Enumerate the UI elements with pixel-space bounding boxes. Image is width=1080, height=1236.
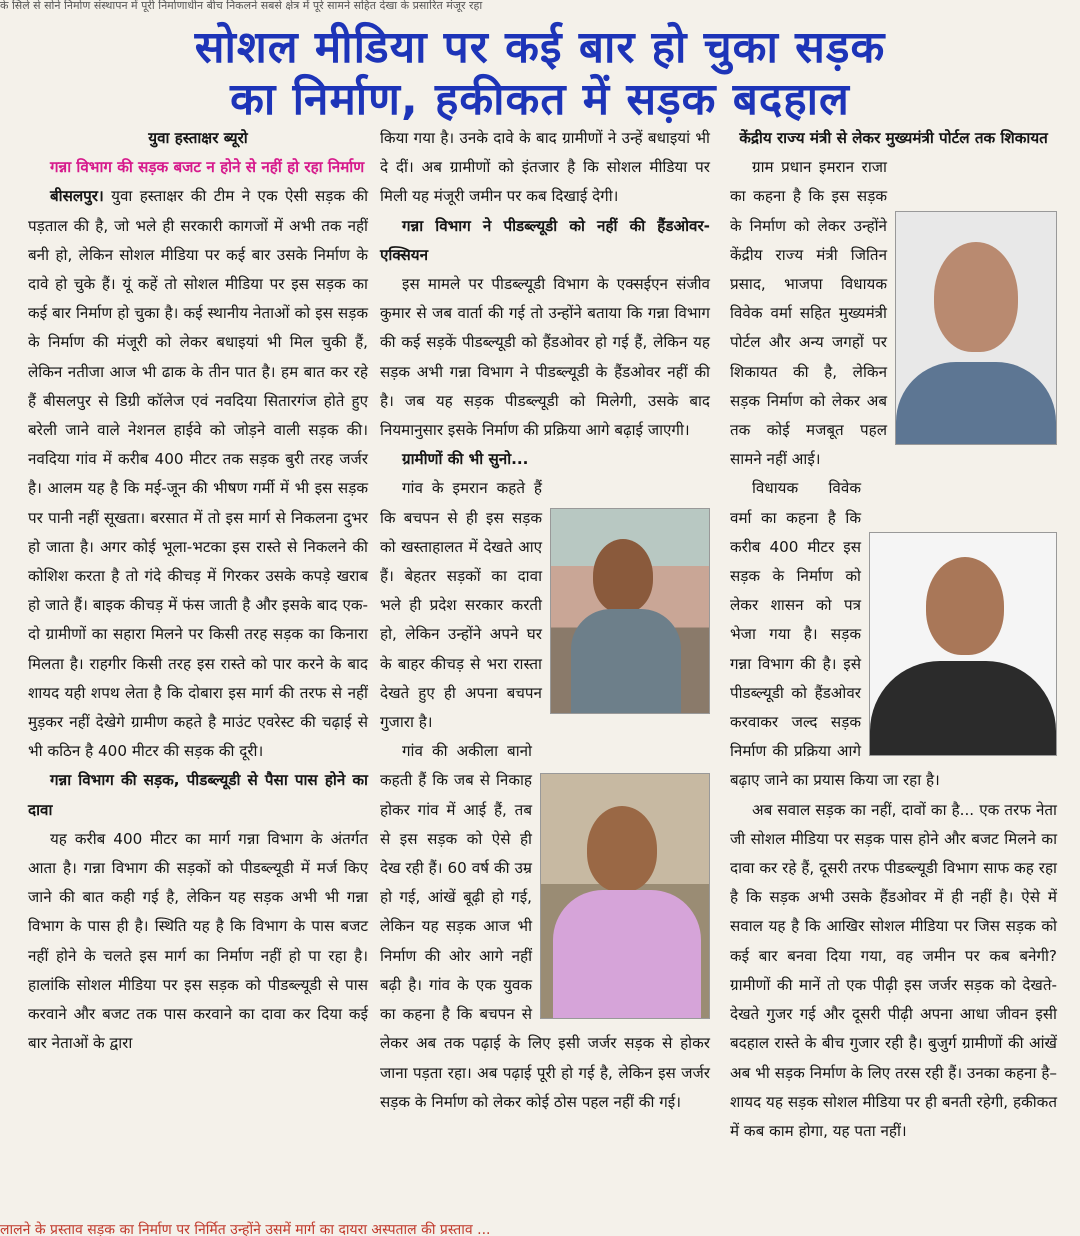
dateline: बीसलपुर।	[50, 187, 104, 206]
column-2	[380, 124, 710, 1117]
kicker-heading: गन्ना विभाग की सड़क बजट न होने से नहीं हो रहा निर्माण	[50, 158, 365, 177]
shirt-shape	[896, 362, 1056, 444]
headline-line-1: सोशल मीडिया पर कई बार हो चुका सड़क	[194, 22, 886, 73]
suit-shape	[870, 661, 1056, 756]
paragraph: अब सवाल सड़क का नहीं, दावों का है... एक तरफ नेता जी सोशल मीडिया पर सड़क पास होने और बजट मिलने का दावा कर रहे हैं, दूसरी तरफ पीडब्ल्यूडी विभाग साफ कह रहा है कि सड़क अभी उसके हैंडओवर में ही नहीं है। ऐसे में सवाल यह है कि आखिर सोशल मीडिया पर जिस सड़क को कई बार बनवा दिया गया, वह जमीन पर कब बनेगी? ग्रामीणों की मानें तो एक पीढ़ी इस जर्जर सड़क को देखते-देखते गुजर गई और दूसरी पीढ़ी अपना आधा जीवन इसी बदहाल रास्ते के बीच गुजार रही है। बुजुर्ग ग्रामीणों की आंखें अब भी सड़क निर्माण के लिए तरस रही हैं। उनका कहना है–शायद यह सड़क सोशल मीडिया पर ही बनती रहेगी, हकीकत में कब काम होगा, यह पता नहीं।	[730, 800, 1057, 1140]
photo-young-villager	[550, 508, 710, 714]
subheading: केंद्रीय राज्य मंत्री से लेकर मुख्यमंत्री पोर्टल तक शिकायत	[739, 129, 1048, 147]
paragraph-text: युवा हस्ताक्षर की टीम ने एक ऐसी सड़क की पड़ताल की है, जो भले ही सरकारी कागजों में अभी तक नहीं बनी हो, लेकिन सोशल मीडिया पर कई बार उसके निर्माण के दावे हो चुके हैं। यूं कहें तो सोशल मीडिया पर इस सड़क का कई बार निर्माण हो चुका है। कई स्थानीय नेताओं को इस सड़क के निर्माण की मंजूरी को लेकर बधाइयां भी मिल चुकी हैं, लेकिन नतीजा आज भी ढाक के तीन पात है। हम बात कर रहे हैं बीसलपुर से डिग्री कॉलेज एवं नवदिया सितारगंज होते हुए बरेली जाने वाले नेशनल हाईवे को जोड़ने वाली सड़क की। नवदिया गांव में करीब 400 मीटर तक सड़क बुरी तरह जर्जर है। आलम यह है कि मई-जून की भीषण गर्मी में भी इस सड़क पर पानी नहीं सूखता। बरसात में तो इस मार्ग से निकलना दुभर हो जाता है। अगर कोई भूला-भटका इस रास्ते से निकलने की कोशिश करता है तो गंदे कीचड़ में गिरकर उसके कपड़े खराब हो जाते हैं। बाइक कीचड़ में फंस जाती है और इसके बाद एक-दो ग्रामीणों का सहारा मिलने पर किसी तरह सड़क का किनारा मिलता है। राहगीर किसी तरह इस रास्ते को पार करने के बाद शायद यही शपथ लेता है कि दोबारा इस मार्ग की तरफ से नहीं मुड़कर नहीं देखेगे ग्रामीण कहते है माउंट एवरेस्ट की चढ़ाई से भी कठिन है 400 मीटर की सड़क की दूरी।	[28, 187, 368, 761]
paragraph	[28, 182, 368, 766]
column-3	[730, 124, 1057, 1146]
face-shape	[593, 539, 653, 613]
byline: युवा हस्ताक्षर ब्यूरो	[148, 129, 248, 147]
face-shape	[934, 242, 1018, 352]
paragraph: गांव की अकीला बानो कहती हैं कि जब से निकाह होकर गांव में आई हैं, तब से इस सड़क को ऐसे ही देख रही हैं। 60 वर्ष की उम्र हो गई, आंखें बूढ़ी हो गई, लेकिन यह सड़क आज भी निर्माण की ओर आगे नहीं बढ़ी है। गांव के एक युवक का कहना है कि बचपन से लेकर अब तक पढ़ाई के लिए इसी जर्जर सड़क से होकर जाना पड़ता रहा। अब पढ़ाई पूरी हो गई है, लेकिन इस जर्जर सड़क के निर्माण को लेकर कोई ठोस पहल नहीं की गई।	[380, 742, 710, 1111]
paragraph: किया गया है। उनके दावे के बाद ग्रामीणों ने उन्हें बधाइयां भी दे दीं। अब ग्रामीणों को इंतजार है कि सोशल मीडिया पर मिली यह मंजूरी जमीन पर कब दिखाई देगी।	[380, 129, 710, 206]
photo-village-head	[895, 211, 1057, 445]
subheading: ग्रामीणों की भी सुनो...	[402, 450, 529, 469]
face-shape	[587, 806, 657, 892]
paragraph: इस मामले पर पीडब्ल्यूडी विभाग के एक्सईएन संजीव कुमार से जब वार्ता की गई तो उन्होंने बताया कि गन्ना विभाग की कई सड़कें पीडब्ल्यूडी को हैंडओवर हो गई हैं, लेकिन यह सड़क अभी गन्ना विभाग ने पीडब्ल्यूडी के हैंडओवर नहीं की है। जब यह सड़क पीडब्ल्यूडी को मिलेगी, उसके बाद नियमानुसार इसके निर्माण की प्रक्रिया आगे बढ़ाई जाएगी।	[380, 275, 710, 440]
face-shape	[926, 557, 1004, 655]
subheading: गन्ना विभाग ने पीडब्ल्यूडी को नहीं की हैंडओवर- एक्सियन	[380, 216, 710, 264]
shawl-shape	[553, 890, 701, 1019]
shirt-shape	[571, 609, 681, 714]
bottom-cut-text: लालने के प्रस्ताव सड़क का निर्माण पर निर्मित उन्होंने उसमें मार्ग का दायरा अस्पताल की प्रस्ताव ...	[0, 1220, 1080, 1236]
paragraph: ग्राम प्रधान इमरान राजा का कहना है कि इस सड़क के निर्माण को लेकर उन्होंने केंद्रीय राज्य मंत्री जितिन प्रसाद, भाजपा विधायक विवेक वर्मा सहित मुख्यमंत्री पोर्टल और अन्य जगहों पर शिकायत की है, लेकिन सड़क निर्माण को लेकर अब तक कोई मजबूत पहल सामने नहीं आई।	[730, 158, 887, 469]
top-cut-text: के सिले से सोने निर्माण संस्थापन में पूरी निर्माणाधीन बीच निकलने सबसे क्षेत्र में पूरे सामने सहित देखा के प्रसारित मंजूर रहा	[0, 0, 483, 12]
photo-mla	[869, 532, 1057, 756]
photo-elderly-woman	[540, 773, 710, 1019]
subheading: गन्ना विभाग की सड़क, पीडब्ल्यूडी से पैसा पास होने का दावा	[28, 771, 368, 819]
column-1	[28, 124, 368, 1059]
headline-line-2: का निर्माण, हकीकत में सड़क बदहाल	[230, 74, 850, 125]
paragraph: विधायक विवेक वर्मा का कहना है कि करीब 400 मीटर इस सड़क के निर्माण को लेकर शासन को पत्र भेजा गया है। सड़क गन्ना विभाग की है। इसे पीडब्ल्यूडी को हैंडओवर करवाकर जल्द सड़क निर्माण की प्रक्रिया आगे बढ़ाए जाने का प्रयास किया जा रहा है।	[730, 479, 940, 790]
headline	[20, 22, 1060, 126]
paragraph: गांव के इमरान कहते हैं कि बचपन से ही इस सड़क को खस्ताहालत में देखते आए हैं। बेहतर सड़कों का दावा भले ही प्रदेश सरकार करती हो, लेकिन उन्होंने अपने घर के बाहर कीचड़ से भरा रास्ता देखते हुए ही अपना बचपन गुजारा है।	[380, 479, 542, 732]
paragraph: यह करीब 400 मीटर का मार्ग गन्ना विभाग के अंतर्गत आता है। गन्ना विभाग की सड़कों को पीडब्ल्यूडी में मर्ज किए जाने की बात कही गई है, लेकिन यह सड़क अभी भी गन्ना विभाग के पास ही है। स्थिति यह है कि विभाग के पास बजट नहीं होने के चलते इस मार्ग का निर्माण नहीं हो पा रहा है। हालांकि सोशल मीडिया पर इस सड़क को पीडब्ल्यूडी से पास करवाने और बजट तक पास करवाने का दावा कर दिया कई बार नेताओं के द्वारा	[28, 829, 368, 1053]
